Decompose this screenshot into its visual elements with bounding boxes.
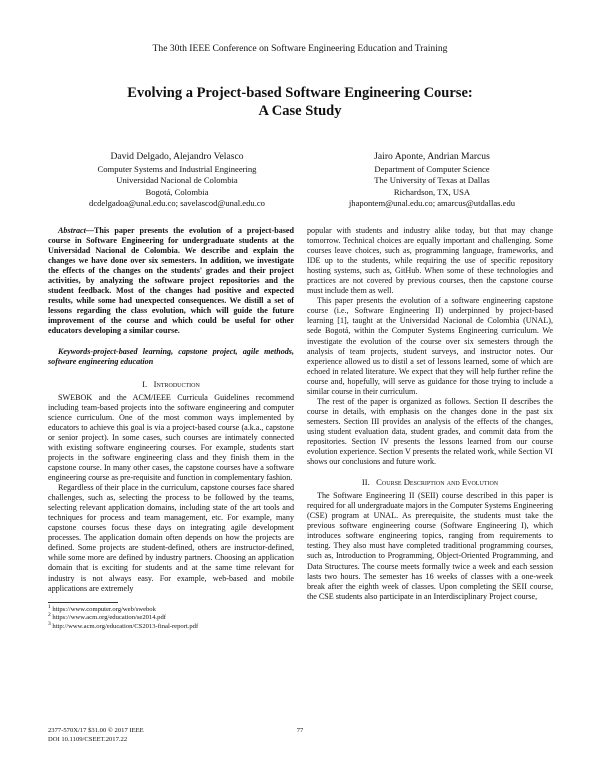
section-title: Introduction (153, 378, 200, 389)
copyright-line: 2377-570X/17 $31.00 © 2017 IEEE (48, 727, 144, 734)
author-names-left: David Delgado, Alejandro Velasco (110, 151, 244, 162)
footnote-2: $^2$ https://www.acm.org/education/se2014.pdf (48, 612, 166, 622)
doi-line: DOI 10.1109/CSEET.2017.22 (48, 735, 128, 743)
author-city-right: Richardson, TX, USA (393, 186, 471, 197)
section-number: I. (142, 378, 148, 389)
intro-paragraph-4: This paper presents the evolution of a software engineering capstone course (i.e., Software Engineering II) underpinned by project-based learning [1], taught at the Universidad Nacional de Colombia (UNAL), sede Bogotá, within the Computer Systems Engineering curriculum. We investigate the evolution of the course over six semesters through the analysis of team projects, student surveys, and instructor notes. Our experience allowed us to distil a set of lessons learned, some of which are echoed in related literature. We expect that they will help further refine the course and, hopefully, will serve as guidance for those trying to include a similar course in their curriculum. (307, 296, 553, 396)
footnote-1: $^1$ https://www.computer.org/web/swebok (48, 603, 156, 613)
section-heading-course (307, 477, 553, 487)
course-paragraph-1: The Software Engineering II (SEII) course described in this paper is required for all undergraduate majors in the Computer Systems Engineering (CSE) program at UNAL. As prerequisite, the students must take the previous software engineering course (Software Engineering I), which introduces software engineering topics, ranging from requirements to testing. They also must have completed traditional programming courses, such as, Introduction to Programming, Object-Oriented Programming, and Data Structures. The course meets formally twice a week and each session lasts two hours. The semester has 16 weeks of classes with a one-week break after the eighth week of classes. Upon completing the SEII course, the CSE students also participate in an Interdisciplinary Project course, (307, 491, 553, 601)
left-column (48, 226, 294, 631)
section-heading-introduction (48, 379, 294, 389)
paper-title-line1: Evolving a Project-based Software Engineering Course: (127, 85, 473, 101)
author-emails-left: dcdelgadoa@unal.edu.co; savelascod@unal.edu.co (89, 198, 265, 208)
footnote-rule (48, 602, 118, 603)
abstract-text: This paper presents the evolution of a project-based course in Software Engineering for undergraduate students at the Universidad Nacional de Colombia. We describe and explain the changes we have done over six semesters. In addition, we investigate the effects of the changes on the students' grades and their project activities, by analyzing the software project repositories and the student feedback. Most of the changes had positive and expected results, while some had unexpected consequences. We distill a set of lessons regarding the class evolution, which will guide the future improvement of the course and which could be useful for other educators developing a similar course. (48, 226, 294, 336)
section-number: II. (361, 477, 370, 488)
paper-title-line2: A Case Study (258, 103, 342, 119)
author-emails-right: jhapontem@unal.edu.co; amarcus@utdallas.edu (348, 198, 516, 208)
intro-paragraph-1: SWEBOK and the ACM/IEEE Curricula Guidelines recommend including team-based projects into the software engineering and computer science curriculum. One of the most common ways implemented by educators to achieve this goal is via a project-based course (a.k.a., capstone or senior project). In some cases, such courses are intimately connected with existing software engineering courses. For example, students start projects in the software engineering class and they finish them in the capstone course. In many other cases, the capstone courses have a software engineering course as pre-requisite and function in complementary fashion. (48, 392, 294, 483)
paper-title (60, 84, 540, 120)
author-block-right (297, 151, 567, 210)
author-names-right: Jairo Aponte, Andrian Marcus (374, 151, 490, 162)
author-city-left: Bogotá, Colombia (145, 186, 209, 197)
abstract-label: Abstract— (58, 226, 94, 235)
intro-paragraph-5: The rest of the paper is organized as follows. Section II describes the course in details, with emphasis on the changes done in the past six semesters. Section III provides an analysis of the effects of the changes, using student evaluation data, student grades, and commit data from the repositories. Section IV presents the lessons learned from our course evolution experience. Section V presents the related work, while Section VI shows our conclusions and future work. (307, 396, 553, 467)
abstract (48, 226, 294, 337)
section-title: Course Description and Evolution (376, 477, 499, 488)
intro-paragraph-2: Regardless of their place in the curriculum, capstone courses face shared challenges, such as, selecting the process to be followed by the teams, selecting relevant application domains, including state of the art tools and techniques for process and team management, etc. For example, many capstone courses focus these days on integrating agile development processes. The application domain often depends on how the projects are defined. Some projects are student-defined, others are instructor-defined, while some more are defined by industry partners. Choosing an application domain that is exciting for students and at the same time relevant for industry is not always easy. For example, web-based and mobile applications are extremely (48, 483, 294, 593)
footnote-3: $^3$ http://www.acm.org/education/CS2013-final-report.pdf (48, 620, 199, 630)
page-number: 77 (296, 727, 304, 734)
author-block-left (42, 151, 312, 210)
author-dept-left: Computer Systems and Industrial Engineering (97, 163, 257, 174)
copyright-footer (48, 727, 144, 744)
author-dept-right: Department of Computer Science (374, 163, 490, 174)
keywords: Keywords-project-based learning, capstone project, agile methods, software engineering education (48, 346, 294, 366)
conference-header: The 30th IEEE Conference on Software Engineering Education and Training (152, 43, 448, 54)
author-univ-right: The University of Texas at Dallas (374, 175, 490, 185)
intro-paragraph-3: popular with students and industry alike today, but that may change tomorrow. Technical choices are equally important and challenging. Some courses leave choices, such as, programming language, frameworks, and IDE up to the students, while requiring the use of specific repository hosting systems, such as, GitHub. When some of these technologies and practices are not covered by previous courses, then the capstone course must include them as well. (307, 226, 553, 296)
right-column (307, 226, 553, 602)
author-univ-left: Universidad Nacional de Colombia (116, 175, 238, 185)
